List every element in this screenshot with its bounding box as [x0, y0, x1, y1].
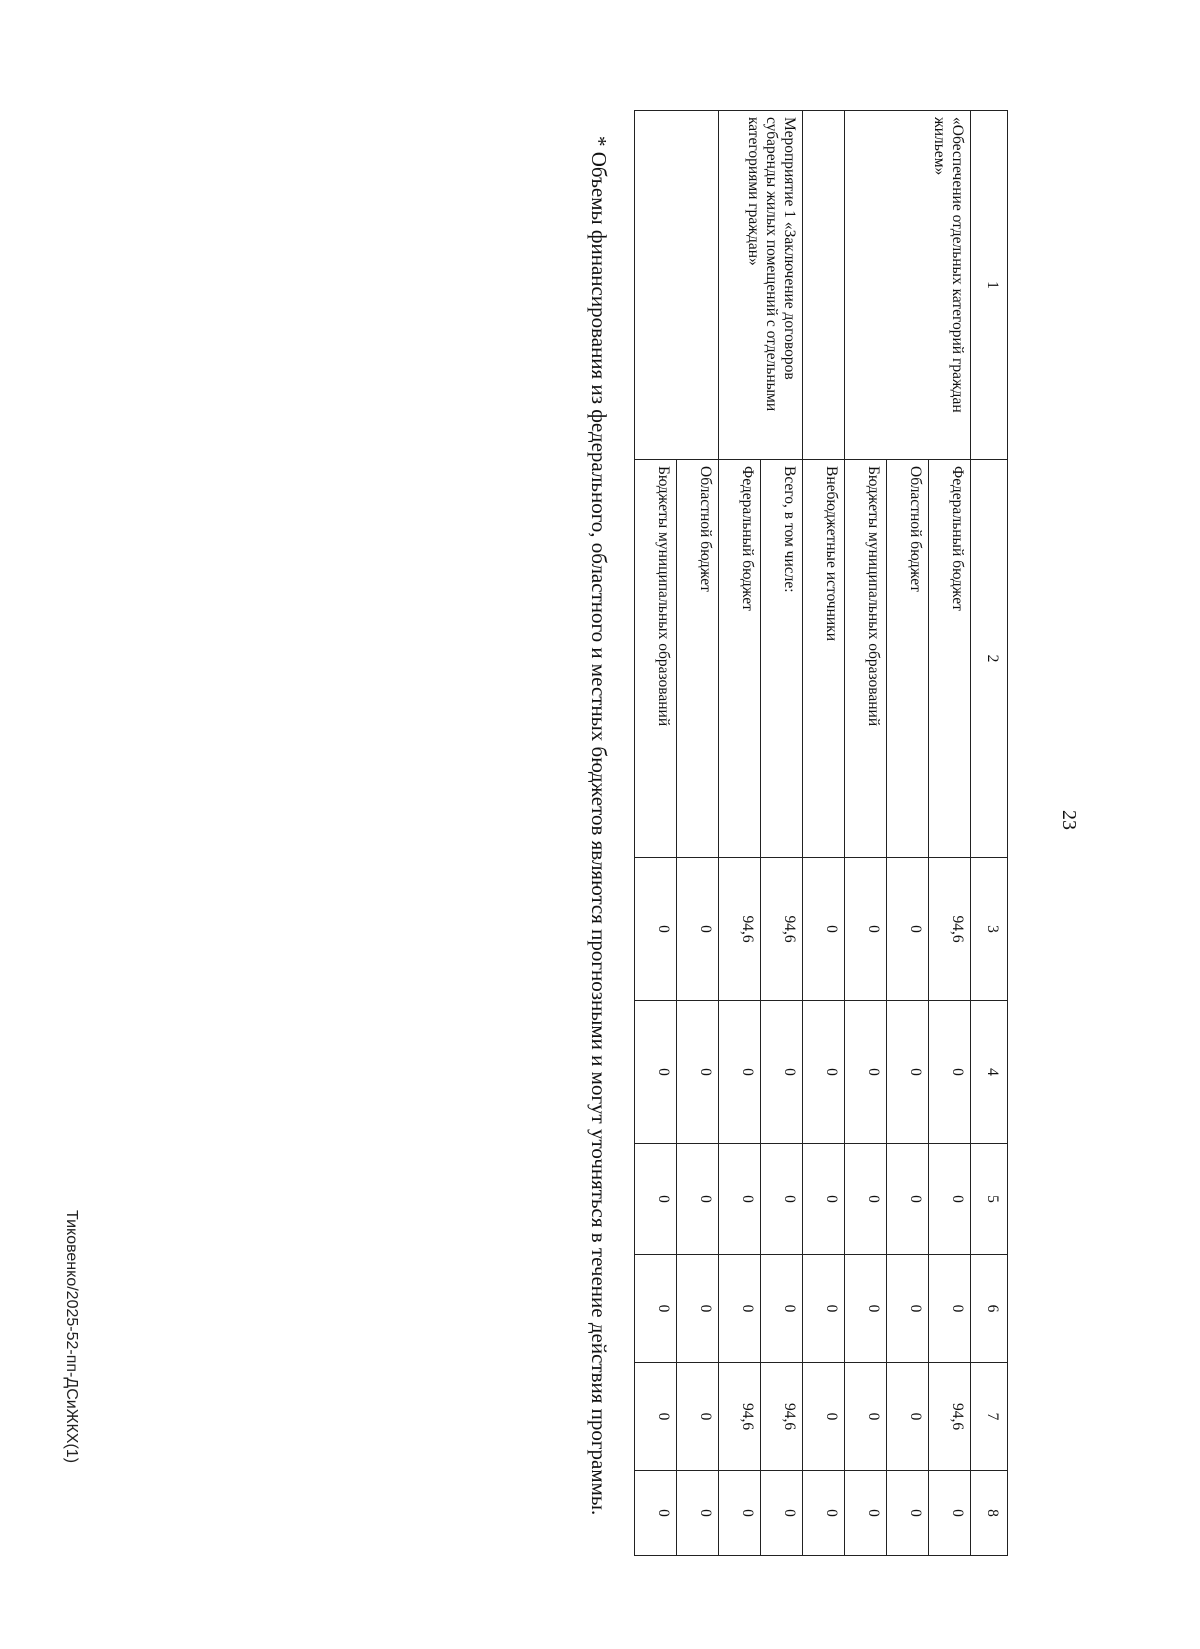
value-cell: 0	[677, 1363, 719, 1471]
funding-source: Областной бюджет	[677, 460, 719, 858]
value-cell: 0	[803, 1001, 845, 1144]
header-cell: 4	[971, 1001, 1008, 1144]
header-cell: 2	[971, 460, 1008, 858]
value-cell: 0	[887, 1363, 929, 1471]
funding-source: Бюджеты муниципальных образований	[635, 460, 677, 858]
value-cell: 0	[803, 1255, 845, 1363]
header-cell: 3	[971, 858, 1008, 1001]
value-cell: 0	[803, 1471, 845, 1556]
table-row	[677, 111, 719, 1556]
table-row	[803, 111, 845, 1556]
value-cell: 0	[761, 1255, 803, 1363]
value-cell: 94,6	[929, 1363, 971, 1471]
value-cell: 94,6	[761, 858, 803, 1001]
value-cell: 0	[803, 858, 845, 1001]
header-cell: 5	[971, 1144, 1008, 1255]
funding-source: Областной бюджет	[887, 460, 929, 858]
program-label	[803, 111, 845, 460]
header-cell: 6	[971, 1255, 1008, 1363]
value-cell: 0	[845, 1471, 887, 1556]
value-cell: 0	[677, 1255, 719, 1363]
value-cell: 0	[677, 858, 719, 1001]
footnote: * Объемы финансирования из федерального, областного и местных бюджетов являются прогнозными и могут уточняться в течение действия программы.	[587, 136, 611, 1516]
table-row	[761, 111, 803, 1556]
value-cell: 0	[929, 1144, 971, 1255]
header-cell: 1	[971, 111, 1008, 460]
value-cell: 0	[887, 1471, 929, 1556]
table-row	[929, 111, 971, 1556]
value-cell: 0	[635, 1144, 677, 1255]
value-cell: 0	[803, 1363, 845, 1471]
value-cell: 0	[719, 1001, 761, 1144]
value-cell: 0	[761, 1144, 803, 1255]
value-cell: 0	[635, 1363, 677, 1471]
value-cell: 0	[635, 858, 677, 1001]
funding-source: Федеральный бюджет	[719, 460, 761, 858]
document-id: Тиковенко/2025-52-пп-ДСиЖКХ(1)	[63, 1210, 80, 1464]
value-cell: 94,6	[929, 858, 971, 1001]
value-cell: 0	[761, 1471, 803, 1556]
funding-source: Федеральный бюджет	[929, 460, 971, 858]
value-cell: 0	[719, 1255, 761, 1363]
value-cell: 0	[887, 858, 929, 1001]
financing-table	[634, 110, 1008, 1556]
value-cell: 94,6	[719, 858, 761, 1001]
value-cell: 0	[845, 858, 887, 1001]
value-cell: 0	[845, 1363, 887, 1471]
header-cell: 8	[971, 1471, 1008, 1556]
value-cell: 0	[887, 1001, 929, 1144]
value-cell: 0	[887, 1144, 929, 1255]
value-cell: 0	[845, 1255, 887, 1363]
value-cell: 0	[677, 1471, 719, 1556]
value-cell: 0	[887, 1255, 929, 1363]
page-number: 23	[1058, 810, 1080, 830]
value-cell: 0	[719, 1144, 761, 1255]
funding-source: Бюджеты муниципальных образований	[845, 460, 887, 858]
value-cell: 0	[635, 1471, 677, 1556]
funding-source: Внебюджетные источники	[803, 460, 845, 858]
value-cell: 94,6	[719, 1363, 761, 1471]
value-cell: 0	[635, 1001, 677, 1144]
value-cell: 0	[677, 1144, 719, 1255]
funding-source: Всего, в том числе:	[761, 460, 803, 858]
value-cell: 0	[929, 1001, 971, 1144]
program-label	[635, 111, 719, 460]
program-label: «Обеспечение отдельных категорий граждан жильем»	[845, 111, 971, 460]
value-cell: 0	[761, 1001, 803, 1144]
value-cell: 0	[803, 1144, 845, 1255]
value-cell: 0	[719, 1471, 761, 1556]
value-cell: 94,6	[761, 1363, 803, 1471]
header-cell: 7	[971, 1363, 1008, 1471]
value-cell: 0	[845, 1001, 887, 1144]
table-header-row	[971, 111, 1008, 1556]
value-cell: 0	[929, 1471, 971, 1556]
value-cell: 0	[677, 1001, 719, 1144]
value-cell: 0	[845, 1144, 887, 1255]
value-cell: 0	[635, 1255, 677, 1363]
value-cell: 0	[929, 1255, 971, 1363]
program-label: Мероприятие 1 «Заключение договоров субаренды жилых помещений с отдельными категориями граждан»	[719, 111, 803, 460]
